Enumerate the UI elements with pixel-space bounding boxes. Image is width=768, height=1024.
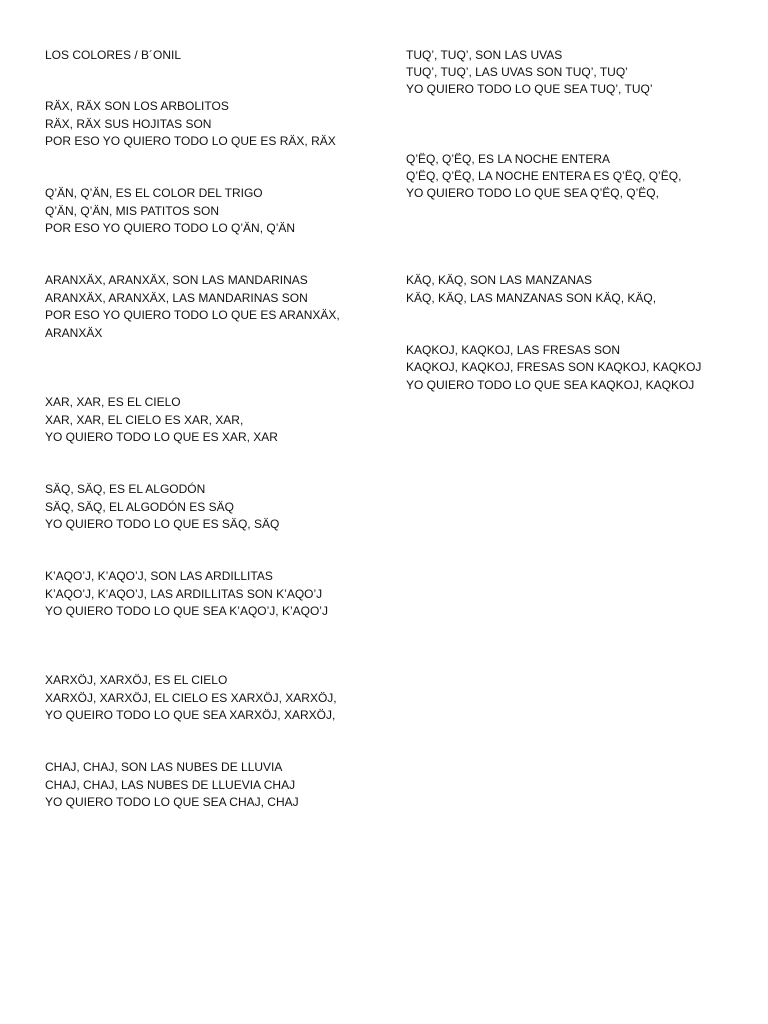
left-stanza-2-line-3: POR ESO YO QUIERO TODO LO Q’ÄN, Q’ÄN [45, 221, 296, 235]
left-stanza-3-line-1: ARANXÄX, ARANXÄX, SON LAS MANDARINAS [45, 273, 308, 287]
right-stanza-4-line-1: KAQKOJ, KAQKOJ, LAS FRESAS SON [406, 343, 621, 357]
left-stanza-2-line-1: Q’ÄN, Q’ÄN, ES EL COLOR DEL TRIGO [45, 186, 263, 200]
right-stanza-2-line-3: YO QUIERO TODO LO QUE SEA Q’ËQ, Q’ËQ, [406, 186, 659, 200]
left-stanza-4-line-1: XAR, XAR, ES EL CIELO [45, 395, 181, 409]
right-stanza-4-line-3: YO QUIERO TODO LO QUE SEA KAQKOJ, KAQKOJ [406, 378, 695, 392]
left-stanza-8-line-2: CHAJ, CHAJ, LAS NUBES DE LLUEVIA CHAJ [45, 778, 296, 792]
left-stanza-4-line-2: XAR, XAR, EL CIELO ES XAR, XAR, [45, 413, 244, 427]
left-stanza-3-line-4: ARANXÄX [45, 326, 103, 340]
left-stanza-1-line-3: POR ESO YO QUIERO TODO LO QUE ES RÄX, RÄX [45, 134, 336, 148]
left-stanza-5-line-1: SÄQ, SÄQ, ES EL ALGODÓN [45, 482, 206, 496]
right-stanza-2-line-1: Q’ËQ, Q’ËQ, ES LA NOCHE ENTERA [406, 152, 611, 166]
left-stanza-6-line-3: YO QUIERO TODO LO QUE SEA K’AQO’J, K’AQO’J [45, 604, 328, 618]
left-stanza-8-line-1: CHAJ, CHAJ, SON LAS NUBES DE LLUVIA [45, 760, 283, 774]
right-stanza-2-line-2: Q’ËQ, Q’ËQ, LA NOCHE ENTERA ES Q’ËQ, Q’ËQ, [406, 169, 682, 183]
left-stanza-2-line-2: Q’ÄN, Q’ÄN, MIS PATITOS SON [45, 204, 220, 218]
left-stanza-4-line-3: YO QUIERO TODO LO QUE ES XAR, XAR [45, 430, 278, 444]
right-stanza-4-line-2: KAQKOJ, KAQKOJ, FRESAS SON KAQKOJ, KAQKOJ [406, 360, 702, 374]
left-stanza-6-line-1: K’AQO’J, K’AQO’J, SON LAS ARDILLITAS [45, 569, 273, 583]
left-stanza-5-line-3: YO QUIERO TODO LO QUE ES SÄQ, SÄQ [45, 517, 280, 531]
left-stanza-7-line-1: XARXÖJ, XARXÖJ, ES EL CIELO [45, 673, 228, 687]
document-title: LOS COLORES / B´ONIL [45, 48, 182, 62]
left-stanza-7-line-3: YO QUEIRO TODO LO QUE SEA XARXÖJ, XARXÖJ, [45, 708, 336, 722]
left-stanza-1-line-2: RÄX, RÄX SUS HOJITAS SON [45, 117, 212, 131]
left-stanza-5-line-2: SÄQ, SÄQ, EL ALGODÓN ES SÄQ [45, 500, 234, 514]
right-stanza-3-line-1: KÄQ, KÄQ, SON LAS MANZANAS [406, 273, 593, 287]
left-stanza-1-line-1: RÄX, RÄX SON LOS ARBOLITOS [45, 99, 229, 113]
left-stanza-8-line-3: YO QUIERO TODO LO QUE SEA CHAJ, CHAJ [45, 795, 299, 809]
left-stanza-6-line-2: K’AQO’J, K’AQO’J, LAS ARDILLITAS SON K’AQO’J [45, 587, 323, 601]
left-stanza-3-line-3: POR ESO YO QUIERO TODO LO QUE ES ARANXÄX, [45, 308, 340, 322]
right-stanza-1-line-1: TUQ’, TUQ’, SON LAS UVAS [406, 48, 563, 62]
left-stanza-3-line-2: ARANXÄX, ARANXÄX, LAS MANDARINAS SON [45, 291, 308, 305]
right-stanza-1-line-2: TUQ’, TUQ’, LAS UVAS SON TUQ’, TUQ’ [406, 65, 628, 79]
right-stanza-3-line-2: KÄQ, KÄQ, LAS MANZANAS SON KÄQ, KÄQ, [406, 291, 657, 305]
right-stanza-1-line-3: YO QUIERO TODO LO QUE SEA TUQ’, TUQ’ [406, 82, 653, 96]
left-stanza-7-line-2: XARXÖJ, XARXÖJ, EL CIELO ES XARXÖJ, XARXÖJ, [45, 691, 337, 705]
